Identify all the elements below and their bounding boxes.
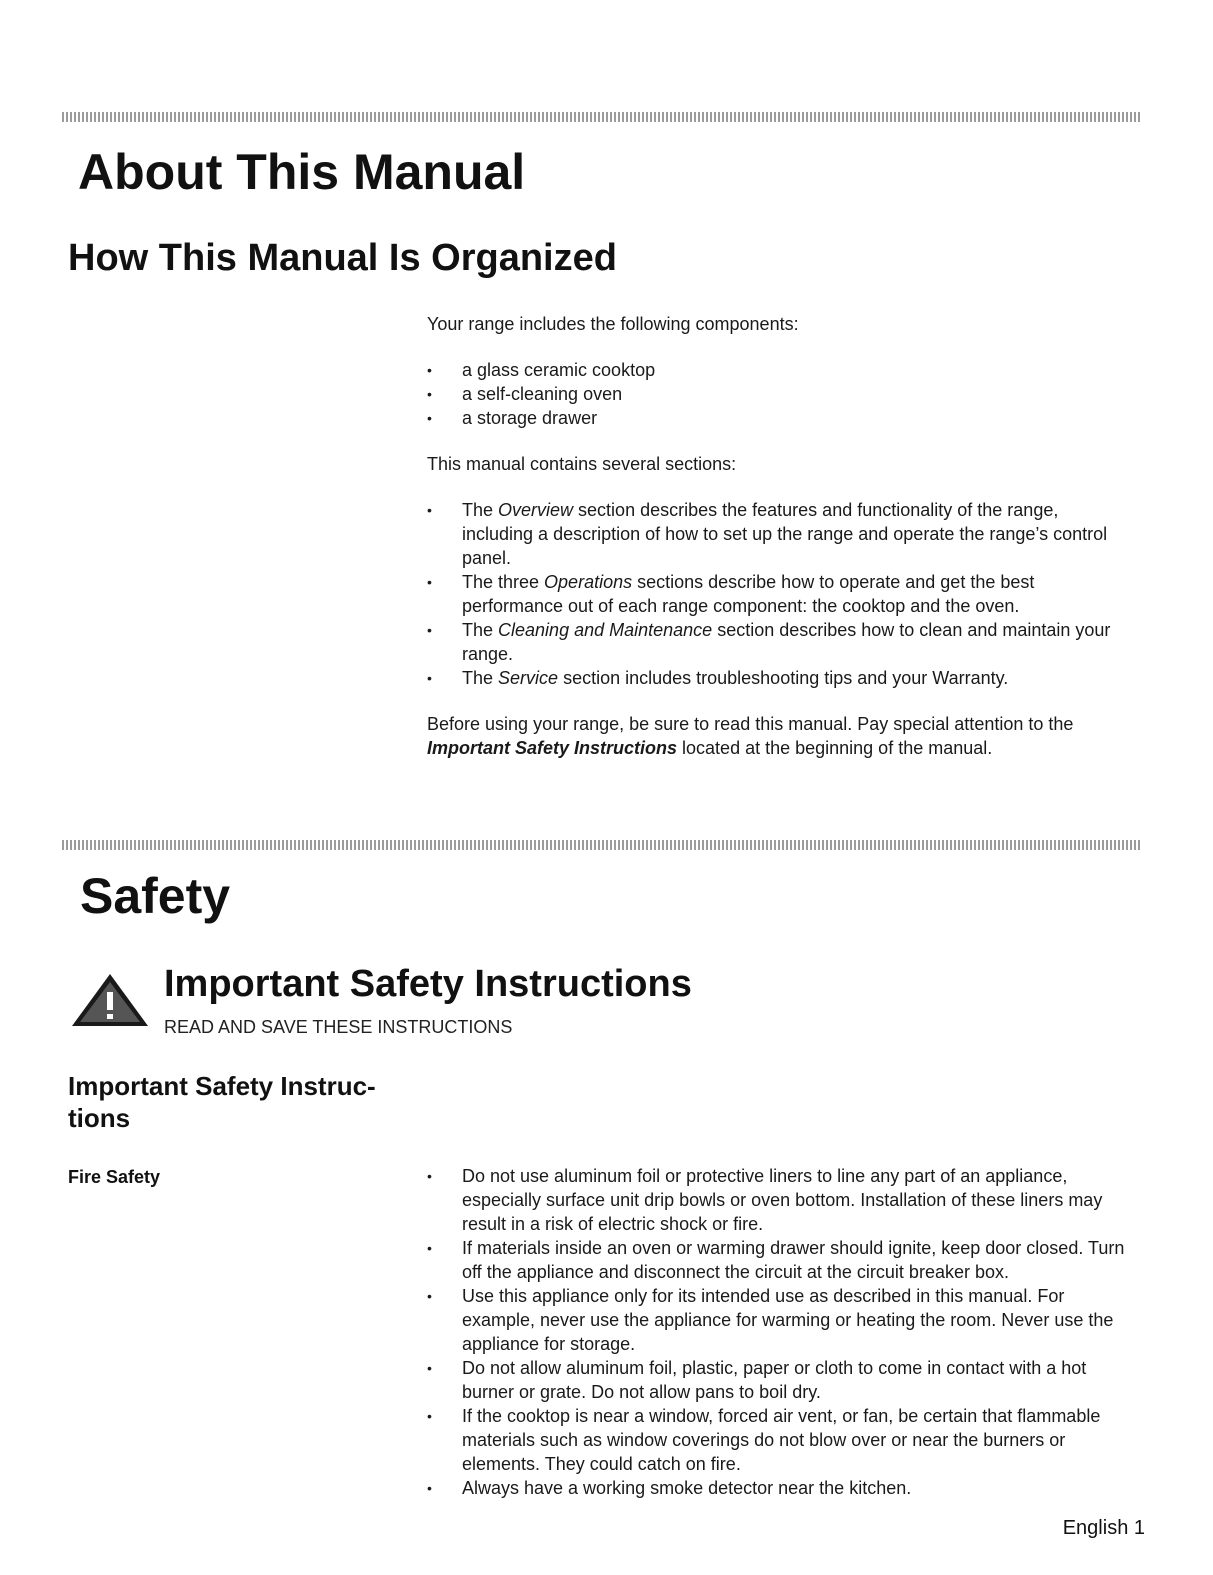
list-item: • Do not allow aluminum foil, plastic, paper or cloth to come in contact with a hot burner or grate. Do not allow pans to boil dry.: [427, 1356, 1142, 1404]
sections-intro: This manual contains several sections:: [427, 454, 737, 474]
page-number: English 1: [1062, 1517, 1145, 1539]
components-list: [427, 358, 1147, 430]
section-divider-safety: [62, 840, 1142, 850]
section-name: Cleaning and Maintenance: [498, 620, 713, 640]
closing-paragraph: Before using your range, be sure to read this manual. Pay special attention to the Important Safety Instructions located at the beginning of the manual.: [427, 714, 1074, 758]
fire-safety-body: [427, 1164, 1147, 1500]
section-name: Operations: [544, 572, 633, 592]
warning-triangle-icon: [70, 972, 150, 1028]
list-item: • The Overview section describes the features and functionality of the range, including a description of how to set up the range and operate the range’s control panel.: [427, 498, 1127, 570]
page-title-about: About This Manual: [78, 144, 526, 200]
list-item: • a glass ceramic cooktop: [427, 358, 1147, 382]
section-divider-top: [62, 112, 1142, 122]
list-item: • If the cooktop is near a window, forced air vent, or fan, be certain that flammable materials such as window coverings do not blow over or near the burners or elements. They could catch on fire.: [427, 1404, 1142, 1476]
section-name: Overview: [498, 500, 574, 520]
list-item: • Do not use aluminum foil or protective liners to line any part of an appliance, especially surface unit drip bowls or oven bottom. Installation of these liners may result in a risk of electric shock or fire.: [427, 1164, 1142, 1236]
list-item: • a storage drawer: [427, 406, 1147, 430]
list-item: • a self-cleaning oven: [427, 382, 1147, 406]
list-item: • Always have a working smoke detector near the kitchen.: [427, 1476, 1142, 1500]
fire-safety-list: [427, 1164, 1142, 1500]
about-body: [427, 312, 1147, 760]
section-name: Service: [498, 668, 559, 688]
heading-important-safety: Important Safety Instructions: [164, 963, 692, 1005]
list-item: • The three Operations sections describe how to operate and get the best performance out of each range component: the cooktop and the oven.: [427, 570, 1127, 618]
list-item: • The Cleaning and Maintenance section describes how to clean and maintain your range.: [427, 618, 1127, 666]
heading-how-organized: How This Manual Is Organized: [68, 237, 617, 279]
heading-important-safety-section: Important Safety Instruc-tions: [68, 1071, 376, 1133]
components-intro: Your range includes the following components:: [427, 314, 799, 334]
list-item: • If materials inside an oven or warming drawer should ignite, keep door closed. Turn off the appliance and disconnect the circuit at the circuit breaker box.: [427, 1236, 1142, 1284]
safety-instructions-reference: Important Safety Instructions: [427, 738, 678, 758]
list-item: • The Service section includes troubleshooting tips and your Warranty.: [427, 666, 1127, 690]
list-item: • Use this appliance only for its intended use as described in this manual. For example, never use the appliance for warming or heating the room. Never use the appliance for storage.: [427, 1284, 1142, 1356]
sections-list: [427, 498, 1127, 690]
fire-safety-label: Fire Safety: [68, 1167, 161, 1187]
page-title-safety: Safety: [80, 868, 231, 924]
read-and-save-subtitle: READ AND SAVE THESE INSTRUCTIONS: [164, 1017, 513, 1037]
